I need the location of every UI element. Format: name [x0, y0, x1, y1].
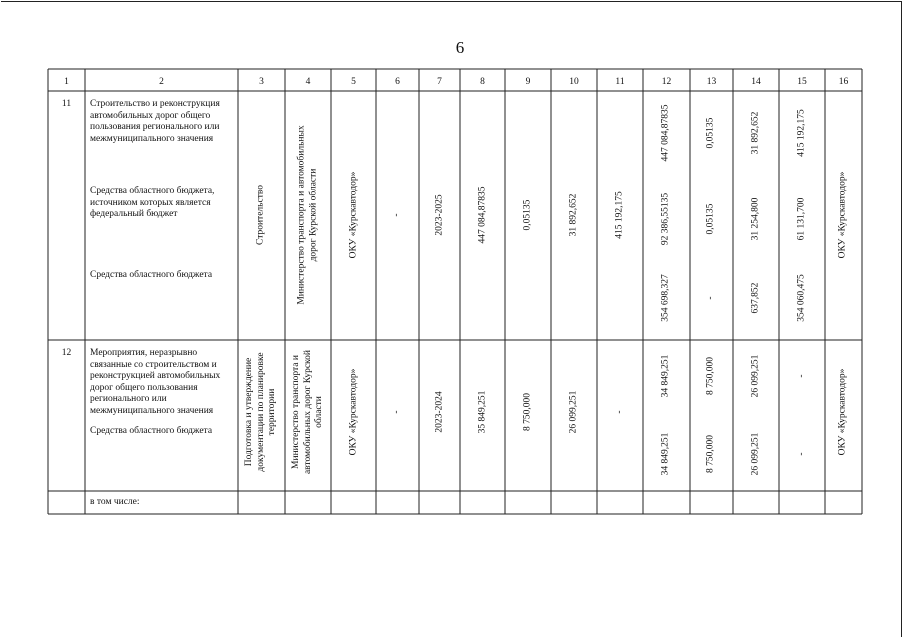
- regional-c13: -: [705, 296, 716, 300]
- activity-type: Строительство: [255, 184, 266, 246]
- period: 2023-2025: [434, 194, 445, 236]
- cost-2023: 8 750,000: [522, 393, 533, 431]
- period: 2023-2024: [434, 391, 445, 433]
- total-c14: 31 892,652: [750, 111, 761, 155]
- total-c13: 0,05135: [705, 117, 716, 149]
- header-cell-1: 1: [64, 77, 69, 87]
- customer: ОКУ «Курскавтодор»: [837, 368, 848, 456]
- responsible-ministry: Министерство транспорта и автомобильных дорог Курской области: [290, 349, 324, 475]
- regional-c12: 354 698,327: [660, 274, 671, 322]
- total-cost: 447 084,87835: [477, 186, 488, 244]
- source-regional: Средства областного бюджета: [90, 270, 213, 280]
- header-cell-3: 3: [259, 77, 264, 87]
- total-c14: 26 099,251: [750, 354, 761, 398]
- header-cell-4: 4: [305, 77, 311, 87]
- header-cell-9: 9: [525, 77, 531, 87]
- contractor: ОКУ «Курскавтодор»: [348, 368, 359, 456]
- total-c15: -: [796, 374, 807, 378]
- header-cell-14: 14: [751, 77, 761, 87]
- total-c12: 34 849,251: [660, 354, 671, 398]
- header-cell-16: 16: [838, 77, 849, 87]
- col6-value: -: [391, 410, 402, 414]
- row-number: 12: [61, 348, 72, 358]
- header-cell-10: 10: [569, 77, 579, 87]
- page-number: 6: [455, 38, 465, 57]
- regional-c15: 354 060,475: [796, 274, 807, 322]
- cost-2025: -: [614, 410, 625, 414]
- federal-c12: 92 386,55135: [660, 192, 671, 246]
- source-regional: Средства областного бюджета: [90, 426, 213, 436]
- header-cell-7: 7: [437, 77, 442, 87]
- federal-c14: 31 254,800: [750, 197, 761, 241]
- regional-c15: -: [796, 452, 807, 456]
- cost-2024: 26 099,251: [568, 390, 579, 434]
- header-cell-13: 13: [706, 77, 717, 87]
- regional-c12: 34 849,251: [660, 432, 671, 476]
- source-federal: Средства областного бюджета, источником которых является федеральный бюджет: [90, 186, 215, 219]
- row-number: 11: [61, 99, 72, 109]
- total-c12: 447 084,87835: [660, 104, 671, 162]
- header-cell-5: 5: [351, 77, 356, 87]
- subtotal-label: в том числе:: [90, 497, 140, 507]
- total-c15: 415 192,175: [796, 109, 807, 157]
- activity-type: Подготовка и утверждение документации по планировке территории: [243, 352, 277, 472]
- responsible-ministry: Министерство транспорта и автомобильных дорог Курской области: [296, 125, 318, 305]
- total-cost: 35 849,251: [477, 390, 488, 434]
- col6-value: -: [391, 213, 402, 217]
- cost-2023: 0,05135: [522, 199, 533, 231]
- row-title: Мероприятия, неразрывно связанные со строительством и реконструкцией автомобильных дорог общего пользования регионального или межмуниципального значения: [90, 348, 221, 416]
- cost-2024: 31 892,652: [568, 193, 579, 237]
- customer: ОКУ «Курскавтодор»: [837, 171, 848, 259]
- cost-2025: 415 192,175: [614, 191, 625, 239]
- total-c13: 8 750,000: [705, 357, 716, 395]
- federal-c15: 61 131,700: [796, 197, 807, 241]
- header-cell-8: 8: [480, 77, 485, 87]
- header-cell-6: 6: [395, 77, 400, 87]
- header-cell-12: 12: [661, 77, 672, 87]
- federal-c13: 0,05135: [705, 203, 716, 235]
- header-cell-15: 15: [797, 77, 807, 87]
- row-title: Строительство и реконструкция автомобильных дорог общего пользования регионального или межмуниципального значения: [90, 99, 220, 144]
- contractor: ОКУ «Курскавтодор»: [348, 171, 359, 259]
- header-cell-2: 2: [159, 77, 164, 87]
- header-cell-11: 11: [615, 77, 625, 87]
- regional-c13: 8 750,000: [705, 435, 716, 473]
- regional-c14: 637,852: [750, 282, 761, 314]
- regional-c14: 26 099,251: [750, 432, 761, 476]
